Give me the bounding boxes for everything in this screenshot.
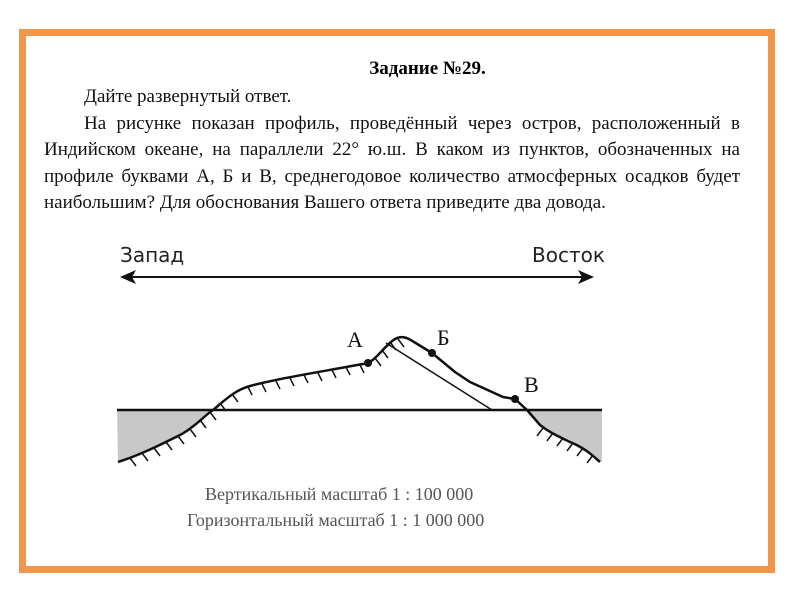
- terrain-profile: [118, 337, 600, 462]
- point-v-label: В: [524, 372, 539, 397]
- west-label: Запад: [120, 243, 185, 267]
- point-b: [428, 325, 450, 357]
- direction-arrow: [120, 270, 594, 284]
- point-b-label: Б: [437, 325, 450, 350]
- hatching: [130, 339, 593, 466]
- east-label: Восток: [532, 243, 605, 267]
- question: На рисунке показан профиль, проведённый через остров, расположенный в Индийском океане, на параллели 22° ю.ш. В каком из пунктов, обозначенных на профиле буквами А, Б и В, среднегодовое количество атмосферных осадков будет наибольшим? Для обоснования Вашего ответа приведите два довода.: [44, 112, 740, 213]
- horizontal-scale: Горизонтальный масштаб 1 : 1 000 000: [187, 510, 485, 530]
- point-a: [347, 327, 372, 367]
- point-a-label: А: [347, 327, 363, 352]
- point-v: [511, 372, 539, 403]
- vertical-scale: Вертикальный масштаб 1 : 100 000: [205, 484, 474, 504]
- task-title: Задание №29.: [369, 58, 486, 79]
- instruction: Дайте развернутый ответ.: [84, 86, 292, 107]
- water-left: [117, 410, 213, 462]
- section-line: [386, 343, 492, 410]
